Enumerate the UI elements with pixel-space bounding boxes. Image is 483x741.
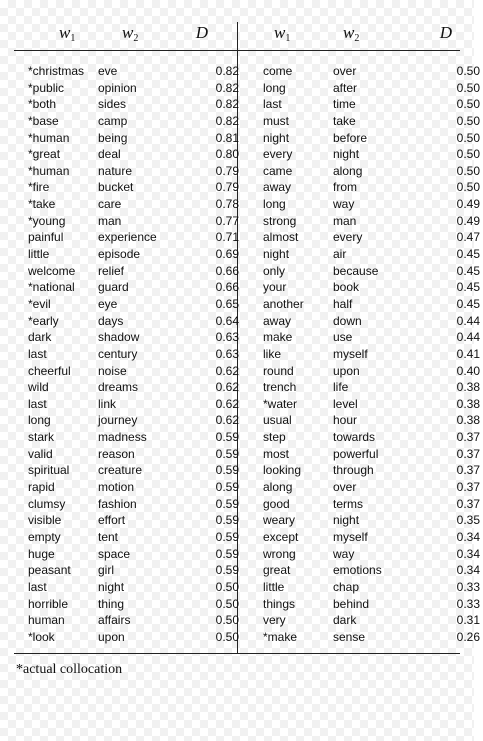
cell-w2: thing bbox=[98, 596, 125, 611]
cell-w1: *make bbox=[263, 629, 298, 644]
cell-d: 0.38 bbox=[456, 380, 480, 395]
cell-w2: century bbox=[98, 346, 138, 361]
cell-w1: away bbox=[263, 180, 292, 195]
cell-w2: behind bbox=[333, 596, 370, 611]
cell-w2: tent bbox=[98, 529, 119, 544]
table-row bbox=[28, 346, 248, 363]
cell-d: 0.82 bbox=[215, 80, 239, 95]
cell-w1: last bbox=[28, 396, 47, 411]
header-right-w1-text: w bbox=[274, 23, 286, 42]
cell-d: 0.44 bbox=[456, 330, 480, 345]
cell-d: 0.45 bbox=[456, 247, 480, 262]
cell-w1: very bbox=[263, 613, 286, 628]
cell-d: 0.35 bbox=[456, 513, 480, 528]
header-right-w2-text: w bbox=[343, 23, 355, 42]
table-row bbox=[28, 612, 248, 629]
cell-w2: man bbox=[98, 213, 122, 228]
cell-w1: *national bbox=[28, 280, 75, 295]
cell-w2: dreams bbox=[98, 380, 139, 395]
cell-d: 0.31 bbox=[456, 613, 480, 628]
cell-w2: motion bbox=[98, 480, 135, 495]
cell-w2: reason bbox=[98, 446, 135, 461]
cell-d: 0.59 bbox=[215, 546, 239, 561]
cell-w2: through bbox=[333, 463, 374, 478]
table-row bbox=[263, 562, 483, 579]
table-row bbox=[263, 396, 483, 413]
table-row bbox=[28, 446, 248, 463]
cell-w2: girl bbox=[98, 563, 115, 578]
cell-w1: good bbox=[263, 496, 290, 511]
table-row bbox=[263, 80, 483, 97]
cell-d: 0.59 bbox=[215, 563, 239, 578]
cell-w2: bucket bbox=[98, 180, 134, 195]
cell-d: 0.44 bbox=[456, 313, 480, 328]
table-row bbox=[28, 529, 248, 546]
table-row bbox=[28, 113, 248, 130]
cell-w2: madness bbox=[98, 430, 147, 445]
cell-w2: because bbox=[333, 263, 379, 278]
cell-d: 0.66 bbox=[215, 280, 239, 295]
cell-w1: must bbox=[263, 113, 290, 128]
cell-w2: experience bbox=[98, 230, 157, 245]
cell-w1: along bbox=[263, 480, 293, 495]
cell-w2: terms bbox=[333, 496, 363, 511]
table-row bbox=[28, 163, 248, 180]
table-row bbox=[263, 279, 483, 296]
table-row bbox=[263, 113, 483, 130]
header-left-w1 bbox=[59, 22, 75, 44]
table-row bbox=[263, 462, 483, 479]
right-table-body bbox=[263, 63, 483, 647]
cell-w1: horrible bbox=[28, 596, 69, 611]
cell-d: 0.50 bbox=[215, 629, 239, 644]
cell-w1: huge bbox=[28, 546, 55, 561]
cell-d: 0.37 bbox=[456, 446, 480, 461]
cell-d: 0.82 bbox=[215, 64, 239, 78]
table-row bbox=[263, 546, 483, 563]
cell-w1: long bbox=[263, 197, 286, 212]
table-row bbox=[28, 562, 248, 579]
cell-w2: before bbox=[333, 130, 368, 145]
cell-d: 0.80 bbox=[215, 147, 239, 162]
cell-w2: chap bbox=[333, 579, 360, 594]
table-row bbox=[263, 313, 483, 330]
cell-d: 0.34 bbox=[456, 563, 480, 578]
table-row bbox=[263, 529, 483, 546]
cell-w1: welcome bbox=[28, 263, 76, 278]
cell-w1: *both bbox=[28, 97, 57, 112]
cell-w1: empty bbox=[28, 529, 61, 544]
cell-d: 0.45 bbox=[456, 280, 480, 295]
cell-w1: night bbox=[263, 130, 290, 145]
cell-w2: noise bbox=[98, 363, 127, 378]
cell-w2: over bbox=[333, 480, 357, 495]
cell-d: 0.50 bbox=[456, 64, 480, 78]
cell-w2: night bbox=[333, 513, 360, 528]
cell-w1: *human bbox=[28, 163, 70, 178]
cell-w2: nature bbox=[98, 163, 133, 178]
cell-w1: only bbox=[263, 263, 286, 278]
footnote: *actual collocation bbox=[16, 662, 123, 677]
cell-w2: half bbox=[333, 296, 353, 311]
cell-d: 0.50 bbox=[215, 613, 239, 628]
cell-d: 0.63 bbox=[215, 330, 239, 345]
header-left-w1-text: w bbox=[59, 23, 71, 42]
cell-d: 0.37 bbox=[456, 480, 480, 495]
cell-w1: another bbox=[263, 296, 304, 311]
table-row bbox=[28, 379, 248, 396]
cell-w1: *water bbox=[263, 396, 298, 411]
table-row bbox=[263, 496, 483, 513]
cell-w1: trench bbox=[263, 380, 297, 395]
cell-w1: *fire bbox=[28, 180, 50, 195]
table-row bbox=[28, 313, 248, 330]
table-row bbox=[28, 329, 248, 346]
cell-w1: *christmas bbox=[28, 64, 85, 78]
cell-w1: *look bbox=[28, 629, 55, 644]
cell-d: 0.62 bbox=[215, 380, 239, 395]
header-left-w1-sub: 1 bbox=[70, 33, 76, 44]
cell-w1: rapid bbox=[28, 480, 55, 495]
table-row bbox=[263, 96, 483, 113]
cell-w2: dark bbox=[333, 613, 357, 628]
cell-d: 0.81 bbox=[215, 130, 239, 145]
cell-w1: *evil bbox=[28, 296, 51, 311]
table-row bbox=[28, 396, 248, 413]
cell-w1: weary bbox=[263, 513, 296, 528]
cell-w2: over bbox=[333, 64, 357, 78]
cell-w2: guard bbox=[98, 280, 129, 295]
cell-w2: being bbox=[98, 130, 128, 145]
cell-d: 0.38 bbox=[456, 413, 480, 428]
cell-d: 0.49 bbox=[456, 213, 480, 228]
cell-w1: long bbox=[28, 413, 51, 428]
cell-w2: time bbox=[333, 97, 356, 112]
cell-d: 0.50 bbox=[456, 163, 480, 178]
table-row bbox=[28, 80, 248, 97]
cell-w1: night bbox=[263, 247, 290, 262]
cell-w1: little bbox=[28, 247, 50, 262]
header-right-w2 bbox=[343, 22, 359, 44]
cell-w2: episode bbox=[98, 247, 141, 262]
cell-w1: *great bbox=[28, 147, 61, 162]
cell-w1: wrong bbox=[263, 546, 296, 561]
cell-w1: strong bbox=[263, 213, 297, 228]
cell-w1: almost bbox=[263, 230, 299, 245]
cell-d: 0.33 bbox=[456, 596, 480, 611]
cell-w1: last bbox=[263, 97, 282, 112]
cell-w2: eye bbox=[98, 296, 118, 311]
cell-w2: from bbox=[333, 180, 357, 195]
cell-w1: *base bbox=[28, 113, 59, 128]
cell-w1: human bbox=[28, 613, 65, 628]
cell-w1: looking bbox=[263, 463, 302, 478]
table-row bbox=[28, 229, 248, 246]
cell-w2: relief bbox=[98, 263, 125, 278]
cell-w2: space bbox=[98, 546, 131, 561]
cell-w2: myself bbox=[333, 529, 368, 544]
cell-w1: wild bbox=[28, 380, 49, 395]
table-row bbox=[28, 96, 248, 113]
cell-w1: *public bbox=[28, 80, 65, 95]
cell-w2: life bbox=[333, 380, 349, 395]
cell-w1: *human bbox=[28, 130, 70, 145]
cell-w2: creature bbox=[98, 463, 143, 478]
table-row bbox=[263, 379, 483, 396]
table-row bbox=[28, 196, 248, 213]
table-row bbox=[28, 363, 248, 380]
table-row bbox=[28, 279, 248, 296]
cell-w1: cheerful bbox=[28, 363, 71, 378]
table-row bbox=[263, 296, 483, 313]
bottom-rule bbox=[14, 653, 460, 654]
table-row bbox=[28, 246, 248, 263]
cell-d: 0.82 bbox=[215, 113, 239, 128]
cell-d: 0.41 bbox=[456, 346, 480, 361]
cell-w2: air bbox=[333, 247, 347, 262]
table-row bbox=[263, 346, 483, 363]
table-row bbox=[263, 412, 483, 429]
cell-w2: fashion bbox=[98, 496, 137, 511]
table-row bbox=[263, 213, 483, 230]
cell-w2: towards bbox=[333, 430, 376, 445]
left-table-body bbox=[28, 63, 248, 647]
cell-w1: round bbox=[263, 363, 294, 378]
cell-d: 0.59 bbox=[215, 463, 239, 478]
table-row bbox=[28, 462, 248, 479]
cell-w1: stark bbox=[28, 430, 55, 445]
cell-w2: link bbox=[98, 396, 117, 411]
table-row bbox=[263, 596, 483, 613]
cell-d: 0.59 bbox=[215, 446, 239, 461]
cell-d: 0.77 bbox=[215, 213, 239, 228]
cell-w1: make bbox=[263, 330, 293, 345]
table-row bbox=[263, 63, 483, 80]
cell-d: 0.50 bbox=[215, 596, 239, 611]
cell-d: 0.38 bbox=[456, 396, 480, 411]
cell-w2: effort bbox=[98, 513, 126, 528]
header-right-d: D bbox=[439, 23, 452, 42]
cell-w2: after bbox=[333, 80, 358, 95]
cell-d: 0.63 bbox=[215, 346, 239, 361]
cell-w2: upon bbox=[98, 629, 125, 644]
cell-w2: hour bbox=[333, 413, 358, 428]
cell-w1: clumsy bbox=[28, 496, 66, 511]
cell-w1: every bbox=[263, 147, 293, 162]
cell-w2: down bbox=[333, 313, 362, 328]
cell-d: 0.59 bbox=[215, 496, 239, 511]
cell-d: 0.62 bbox=[215, 363, 239, 378]
table-row bbox=[28, 412, 248, 429]
table-row bbox=[28, 213, 248, 230]
cell-w2: along bbox=[333, 163, 363, 178]
cell-d: 0.37 bbox=[456, 496, 480, 511]
cell-w1: things bbox=[263, 596, 296, 611]
cell-d: 0.71 bbox=[215, 230, 239, 245]
cell-d: 0.40 bbox=[456, 363, 480, 378]
cell-d: 0.50 bbox=[456, 80, 480, 95]
cell-d: 0.79 bbox=[215, 163, 239, 178]
cell-d: 0.45 bbox=[456, 263, 480, 278]
cell-w1: your bbox=[263, 280, 287, 295]
table-row bbox=[28, 579, 248, 596]
cell-d: 0.64 bbox=[215, 313, 239, 328]
cell-w2: level bbox=[333, 396, 358, 411]
cell-w1: peasant bbox=[28, 563, 71, 578]
table-row bbox=[28, 179, 248, 196]
cell-d: 0.50 bbox=[456, 180, 480, 195]
cell-w2: every bbox=[333, 230, 363, 245]
header-right-w1-sub: 1 bbox=[285, 33, 291, 44]
cell-d: 0.50 bbox=[215, 579, 239, 594]
cell-d: 0.59 bbox=[215, 480, 239, 495]
cell-w2: shadow bbox=[98, 330, 140, 345]
cell-d: 0.34 bbox=[456, 546, 480, 561]
table-row bbox=[28, 479, 248, 496]
cell-w2: sides bbox=[98, 97, 127, 112]
cell-w2: camp bbox=[98, 113, 128, 128]
cell-w2: night bbox=[333, 147, 360, 162]
cell-w2: eve bbox=[98, 64, 118, 78]
cell-d: 0.33 bbox=[456, 579, 480, 594]
cell-w2: night bbox=[98, 579, 125, 594]
cell-w1: dark bbox=[28, 330, 52, 345]
cell-d: 0.50 bbox=[456, 130, 480, 145]
header-right-w2-sub: 2 bbox=[354, 33, 360, 44]
cell-d: 0.69 bbox=[215, 247, 239, 262]
table-row bbox=[263, 246, 483, 263]
table-row bbox=[263, 612, 483, 629]
cell-d: 0.49 bbox=[456, 197, 480, 212]
cell-d: 0.59 bbox=[215, 513, 239, 528]
table-row bbox=[263, 146, 483, 163]
table-row bbox=[263, 130, 483, 147]
header-left-w2-text: w bbox=[122, 23, 134, 42]
table-row bbox=[28, 429, 248, 446]
table-row bbox=[28, 596, 248, 613]
cell-w1: came bbox=[263, 163, 293, 178]
cell-w2: upon bbox=[333, 363, 360, 378]
table-row bbox=[263, 363, 483, 380]
table-row bbox=[28, 629, 248, 646]
cell-d: 0.50 bbox=[456, 147, 480, 162]
table-row bbox=[28, 296, 248, 313]
cell-w2: days bbox=[98, 313, 124, 328]
table-row bbox=[28, 63, 248, 80]
cell-d: 0.82 bbox=[215, 97, 239, 112]
cell-w2: myself bbox=[333, 346, 368, 361]
cell-d: 0.37 bbox=[456, 463, 480, 478]
cell-w1: valid bbox=[28, 446, 53, 461]
cell-w1: away bbox=[263, 313, 292, 328]
table-row bbox=[263, 329, 483, 346]
header-right-w1 bbox=[274, 22, 290, 44]
cell-w1: visible bbox=[28, 513, 62, 528]
cell-w2: man bbox=[333, 213, 357, 228]
table-row bbox=[263, 263, 483, 280]
table-row bbox=[263, 163, 483, 180]
cell-d: 0.59 bbox=[215, 529, 239, 544]
table-row bbox=[263, 479, 483, 496]
table-row bbox=[263, 446, 483, 463]
cell-d: 0.45 bbox=[456, 296, 480, 311]
table-row bbox=[263, 179, 483, 196]
cell-w1: *early bbox=[28, 313, 59, 328]
cell-w2: sense bbox=[333, 629, 366, 644]
cell-w2: journey bbox=[98, 413, 138, 428]
table-row bbox=[263, 196, 483, 213]
cell-w2: emotions bbox=[333, 563, 382, 578]
table-row bbox=[28, 512, 248, 529]
cell-d: 0.66 bbox=[215, 263, 239, 278]
table-row bbox=[263, 579, 483, 596]
cell-w1: except bbox=[263, 529, 299, 544]
cell-w1: little bbox=[263, 579, 285, 594]
cell-w2: deal bbox=[98, 147, 121, 162]
cell-w1: *young bbox=[28, 213, 66, 228]
cell-w1: *take bbox=[28, 197, 56, 212]
cell-d: 0.62 bbox=[215, 396, 239, 411]
cell-d: 0.79 bbox=[215, 180, 239, 195]
cell-w1: last bbox=[28, 579, 47, 594]
cell-w1: come bbox=[263, 64, 293, 78]
cell-w2: affairs bbox=[98, 613, 131, 628]
table-row bbox=[263, 229, 483, 246]
cell-d: 0.34 bbox=[456, 529, 480, 544]
cell-w1: most bbox=[263, 446, 290, 461]
cell-d: 0.50 bbox=[456, 113, 480, 128]
header-left-w2 bbox=[122, 22, 138, 44]
cell-d: 0.26 bbox=[456, 629, 480, 644]
cell-d: 0.65 bbox=[215, 296, 239, 311]
cell-w2: way bbox=[333, 546, 355, 561]
table-row bbox=[28, 546, 248, 563]
header-left-d: D bbox=[195, 23, 208, 42]
cell-d: 0.37 bbox=[456, 430, 480, 445]
cell-w1: last bbox=[28, 346, 47, 361]
cell-w1: step bbox=[263, 430, 286, 445]
table-row bbox=[28, 130, 248, 147]
table-row bbox=[28, 263, 248, 280]
cell-w2: powerful bbox=[333, 446, 379, 461]
cell-w2: opinion bbox=[98, 80, 137, 95]
cell-d: 0.59 bbox=[215, 430, 239, 445]
table-row bbox=[28, 496, 248, 513]
header-left-w2-sub: 2 bbox=[133, 33, 139, 44]
cell-w1: great bbox=[263, 563, 291, 578]
cell-w2: book bbox=[333, 280, 360, 295]
table-row bbox=[263, 512, 483, 529]
cell-w1: long bbox=[263, 80, 286, 95]
cell-w2: use bbox=[333, 330, 353, 345]
table-row bbox=[263, 429, 483, 446]
table-row bbox=[263, 629, 483, 646]
cell-d: 0.62 bbox=[215, 413, 239, 428]
cell-w1: painful bbox=[28, 230, 64, 245]
cell-d: 0.50 bbox=[456, 97, 480, 112]
cell-w2: way bbox=[333, 197, 355, 212]
cell-w2: take bbox=[333, 113, 356, 128]
cell-w1: spiritual bbox=[28, 463, 70, 478]
table-row bbox=[28, 146, 248, 163]
cell-w2: care bbox=[98, 197, 122, 212]
cell-w1: like bbox=[263, 346, 282, 361]
cell-w1: usual bbox=[263, 413, 292, 428]
cell-d: 0.47 bbox=[456, 230, 480, 245]
cell-d: 0.78 bbox=[215, 197, 239, 212]
